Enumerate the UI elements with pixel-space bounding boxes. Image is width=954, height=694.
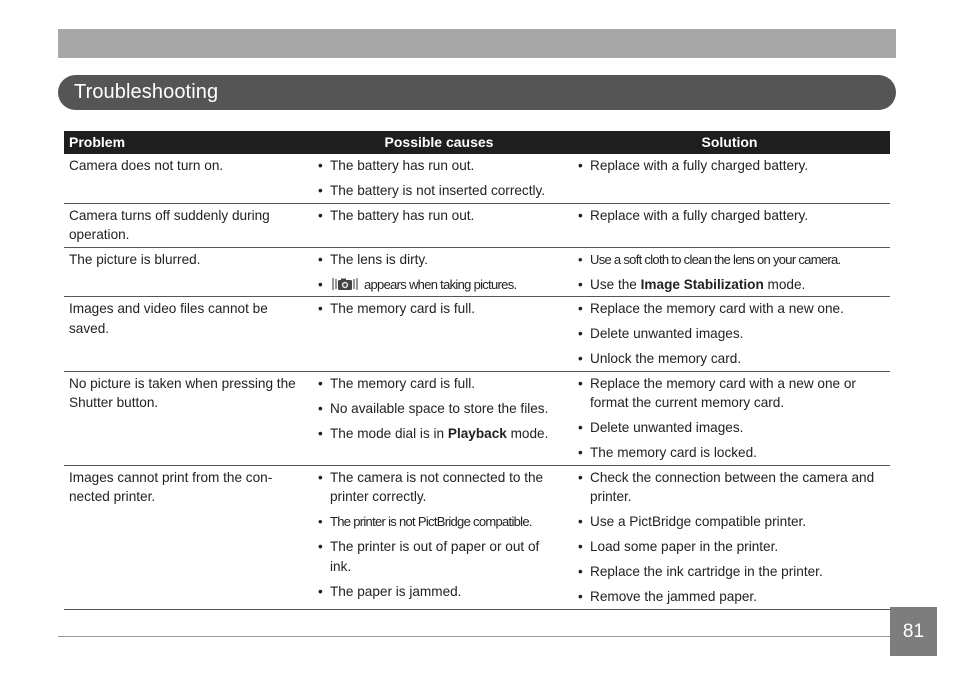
solution-text: mode. bbox=[767, 276, 806, 292]
solution-item: • Replace with a fully charged battery. bbox=[574, 206, 885, 226]
solution-item: • Check the connection between the camera and printer. bbox=[574, 468, 885, 507]
cause-item: • No available space to store the files. bbox=[314, 399, 564, 419]
solution-item: • Replace the memory card with a new one. bbox=[574, 299, 885, 319]
solution-item: • Use a soft cloth to clean the lens on your camera. bbox=[574, 250, 885, 270]
page-title: Troubleshooting bbox=[74, 81, 219, 103]
solution-item: • Delete unwanted images. bbox=[574, 324, 885, 344]
solution-item: • Load some paper in the printer. bbox=[574, 537, 885, 557]
table-row bbox=[64, 203, 890, 247]
solution-cell bbox=[569, 247, 890, 297]
cause-item: • The lens is dirty. bbox=[314, 250, 564, 270]
page-number-badge bbox=[890, 607, 937, 656]
causes-cell bbox=[309, 247, 569, 297]
page-number: 81 bbox=[902, 620, 925, 642]
table-row bbox=[64, 247, 890, 297]
section-title-bar bbox=[58, 75, 896, 110]
causes-cell bbox=[309, 203, 569, 247]
solution-cell bbox=[569, 371, 890, 465]
column-header-causes: Possible causes bbox=[309, 131, 569, 154]
solution-cell bbox=[569, 154, 890, 203]
solution-item: • The memory card is locked. bbox=[574, 443, 885, 463]
table-row bbox=[64, 465, 890, 609]
cause-text: appears when taking pictures. bbox=[364, 276, 517, 292]
top-banner bbox=[58, 29, 896, 58]
cause-text: mode. bbox=[510, 425, 549, 441]
solution-item bbox=[574, 275, 885, 295]
solution-item: • Replace with a fully charged battery. bbox=[574, 156, 885, 176]
solution-item: • Unlock the memory card. bbox=[574, 349, 885, 369]
cause-item: • The camera is not connected to the printer correctly. bbox=[314, 468, 564, 507]
solution-item: • Use a PictBridge compatible printer. bbox=[574, 512, 885, 532]
solution-cell bbox=[569, 297, 890, 372]
table-row bbox=[64, 154, 890, 203]
mode-name: Image Stabilization bbox=[640, 276, 764, 292]
troubleshooting-table bbox=[64, 131, 890, 610]
cause-item: • The battery has run out. bbox=[314, 156, 564, 176]
table-row bbox=[64, 371, 890, 465]
causes-cell bbox=[309, 297, 569, 372]
cause-item: • The memory card is full. bbox=[314, 374, 564, 394]
problem-cell: Images and video files cannot be saved. bbox=[69, 301, 268, 336]
cause-item: • The battery has run out. bbox=[314, 206, 564, 226]
cause-item: • The memory card is full. bbox=[314, 299, 564, 319]
column-header-solution: Solution bbox=[569, 131, 890, 154]
causes-cell bbox=[309, 465, 569, 609]
table-row bbox=[64, 297, 890, 372]
solution-text: Use the bbox=[590, 276, 637, 292]
problem-cell: The picture is blurred. bbox=[69, 251, 201, 267]
causes-cell bbox=[309, 154, 569, 203]
table-header-row bbox=[64, 131, 890, 154]
cause-item: • The printer is out of paper or out of ink. bbox=[314, 537, 564, 576]
cause-item: • The battery is not inserted correctly. bbox=[314, 181, 564, 201]
cause-item bbox=[314, 424, 564, 444]
mode-name: Playback bbox=[447, 425, 507, 441]
solution-item: • Remove the jammed paper. bbox=[574, 587, 885, 607]
problem-cell: Camera does not turn on. bbox=[69, 158, 224, 173]
cause-item: • The printer is not PictBridge compatible. bbox=[314, 512, 564, 532]
cause-item: • The paper is jammed. bbox=[314, 582, 564, 602]
solution-item: • Replace the memory card with a new one or format the current memory card. bbox=[574, 374, 885, 413]
solution-item: • Delete unwanted images. bbox=[574, 418, 885, 438]
cause-text: The mode dial is in bbox=[330, 425, 445, 441]
problem-cell: Camera turns off suddenly during operation. bbox=[69, 207, 270, 242]
column-header-problem: Problem bbox=[64, 131, 309, 154]
solution-cell bbox=[569, 203, 890, 247]
problem-cell: Images cannot print from the con-nected printer. bbox=[69, 469, 273, 504]
solution-item: • Replace the ink cartridge in the printer. bbox=[574, 562, 885, 582]
cause-item bbox=[314, 275, 564, 295]
causes-cell bbox=[309, 371, 569, 465]
camera-shake-icon bbox=[330, 276, 360, 292]
solution-cell bbox=[569, 465, 890, 609]
footer-divider bbox=[58, 636, 890, 637]
problem-cell: No picture is taken when pressing the Shutter button. bbox=[69, 375, 296, 410]
